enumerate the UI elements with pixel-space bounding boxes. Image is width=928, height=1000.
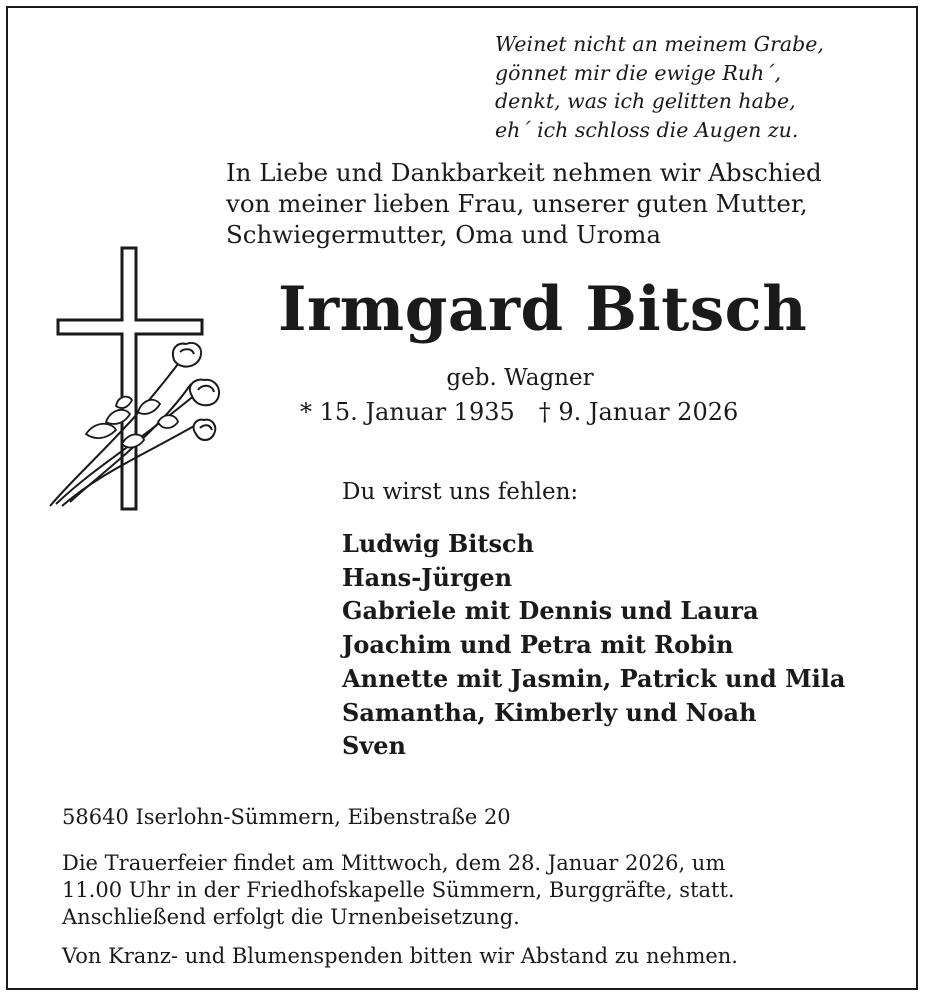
intro-line: von meiner lieben Frau, unserer guten Mutter, [226, 189, 808, 218]
poem-line: Weinet nicht an meinem Grabe, [495, 32, 824, 56]
mourner-name: Joachim und Petra mit Robin [342, 630, 734, 660]
service-line: Anschließend erfolgt die Urnenbeisetzung. [62, 905, 520, 929]
intro-line: In Liebe und Dankbarkeit nehmen wir Abschied [226, 158, 822, 187]
mourner-name: Gabriele mit Dennis und Laura [342, 596, 759, 626]
mourner-name: Samantha, Kimberly und Noah [342, 697, 757, 727]
mourner-name: Hans-Jürgen [342, 562, 513, 592]
mourners-list [342, 527, 845, 763]
donation-note: Von Kranz- und Blumenspenden bitten wir Abstand zu nehmen. [62, 944, 738, 968]
poem-line: eh´ ich schloss die Augen zu. [495, 117, 799, 142]
death-date: † 9. Januar 2026 [538, 398, 739, 426]
intro-text [226, 157, 822, 250]
poem-line: gönnet mir die ewige Ruh´, [495, 60, 782, 85]
birth-name: geb. Wagner [446, 365, 594, 391]
mourner-name: Annette mit Jasmin, Patrick und Mila [342, 663, 846, 693]
poem [495, 30, 824, 144]
intro-line: Schwiegermutter, Oma und Uroma [226, 220, 661, 249]
mourner-name: Ludwig Bitsch [342, 529, 535, 558]
poem-line: denkt, was ich gelitten habe, [495, 89, 796, 113]
service-info [62, 850, 735, 931]
mourners-heading: Du wirst uns fehlen: [342, 479, 579, 505]
deceased-name: Irmgard Bitsch [278, 274, 808, 345]
birth-date: * 15. Januar 1935 [300, 398, 515, 426]
service-line: Die Trauerfeier findet am Mittwoch, dem 28. Januar 2026, um [62, 851, 726, 875]
address: 58640 Iserlohn-Sümmern, Eibenstraße 20 [62, 805, 511, 829]
service-line: 11.00 Uhr in der Friedhofskapelle Sümmern, Burggräfte, statt. [62, 878, 735, 902]
mourner-name: Sven [342, 731, 406, 761]
life-dates [300, 397, 738, 427]
